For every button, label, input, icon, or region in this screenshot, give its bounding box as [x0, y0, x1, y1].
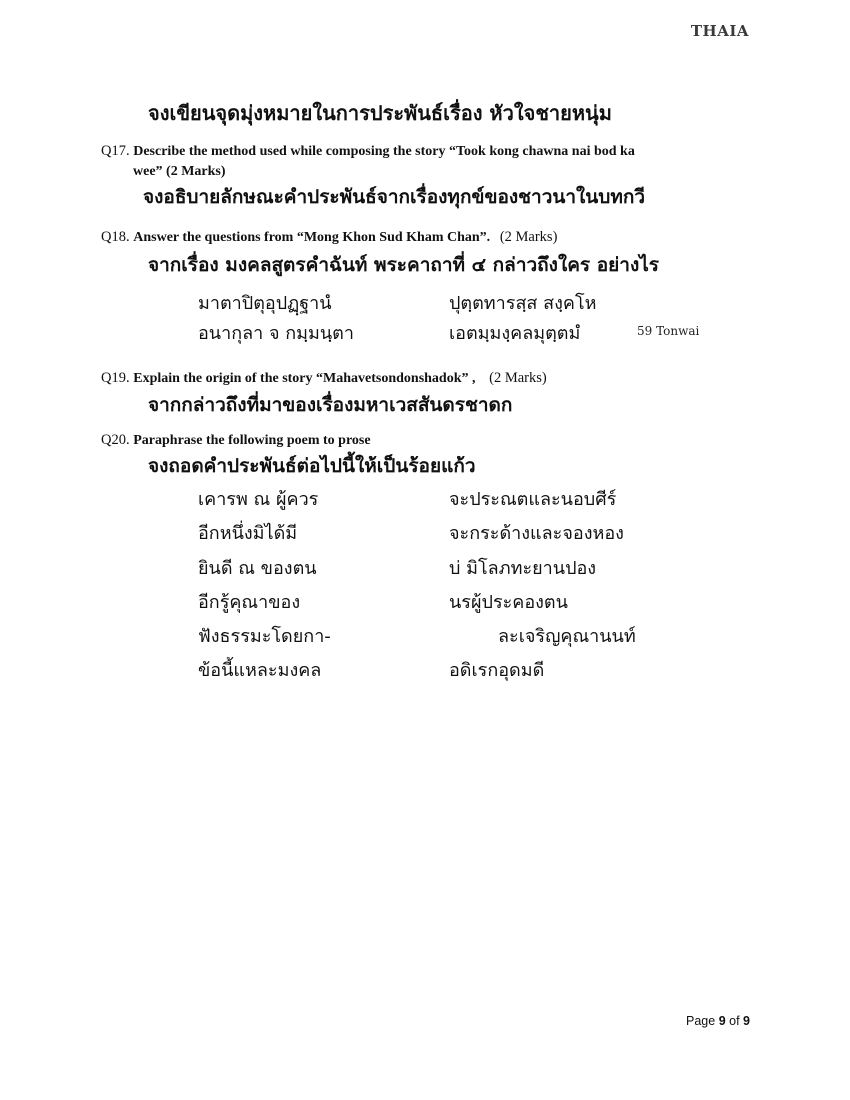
q20-verse-5-left: ฟังธรรมะโดยกา- — [198, 626, 331, 647]
q17-text-line2: wee” (2 Marks) — [133, 164, 226, 179]
page-number-footer — [686, 1014, 750, 1028]
q20-thai: จงถอดคำประพันธ์ต่อไปนี้ให้เป็นร้อยแก้ว — [148, 455, 476, 477]
q20-verse-1-right: จะประณตและนอบศีร์ — [449, 489, 617, 510]
q17-prompt-cont — [133, 163, 226, 180]
q19-marks: (2 Marks) — [489, 370, 547, 386]
q20-verse-4-left: อีกรู้คุณาของ — [198, 592, 301, 613]
q18-verse-2-right: เอตมฺมงฺคลมุตฺตมํ — [449, 323, 581, 344]
q17-thai: จงอธิบายลักษณะคำประพันธ์จากเรื่องทุกข์ของชาวนาในบทกวี — [143, 186, 646, 208]
q20-number: Q20. — [101, 432, 130, 448]
page-current: 9 — [718, 1014, 726, 1028]
intro-thai-instruction: จงเขียนจุดมุ่งหมายในการประพันธ์เรื่อง หัวใจชายหนุ่ม — [148, 101, 612, 125]
q18-thai: จากเรื่อง มงคลสูตรคำฉันท์ พระคาถาที่ ๔ กล่าวถึงใคร อย่างไร — [148, 254, 659, 276]
q19-text: Explain the origin of the story “Mahavetsondonshadok” , — [133, 371, 476, 386]
q18-verse-2-left: อนากุลา จ กมฺมนฺตา — [198, 323, 354, 344]
q19-number: Q19. — [101, 370, 130, 386]
q20-verse-6-left: ข้อนี้แหละมงคล — [198, 660, 322, 681]
page-word: Page — [686, 1014, 716, 1028]
q20-verse-1-left: เคารพ ณ ผู้ควร — [198, 489, 319, 510]
q18-number: Q18. — [101, 229, 130, 245]
q17-prompt — [101, 143, 635, 160]
page-total: 9 — [743, 1014, 750, 1028]
q20-text: Paraphrase the following poem to prose — [133, 433, 371, 448]
q20-verse-2-left: อีกหนึ่งมิได้มี — [198, 523, 298, 544]
q18-text: Answer the questions from “Mong Khon Sud Kham Chan”. — [133, 230, 491, 245]
q19-prompt — [101, 370, 547, 387]
q20-verse-5-right: ละเจริญคุณานนท์ — [498, 626, 636, 647]
q19-thai: จากกล่าวถึงที่มาของเรื่องมหาเวสสันดรชาดก — [148, 394, 513, 416]
q18-prompt — [101, 229, 557, 246]
q17-text-line1: Describe the method used while composing the story “Took kong chawna nai bod ka — [133, 144, 635, 159]
q20-verse-6-right: อดิเรกอุดมดี — [449, 660, 545, 681]
q17-number: Q17. — [101, 143, 130, 159]
of-word: of — [729, 1014, 740, 1028]
q20-verse-4-right: นรผู้ประคองตน — [449, 592, 568, 613]
q18-marks: (2 Marks) — [499, 229, 558, 245]
q20-verse-2-right: จะกระด้างและจองหอง — [449, 523, 624, 544]
q20-prompt — [101, 432, 371, 449]
subject-code-header: THAIA — [690, 22, 749, 40]
q20-verse-3-left: ยินดี ณ ของตน — [198, 558, 317, 579]
q18-verse-1-left: มาตาปิตุอุปฏฺฐานํ — [198, 293, 332, 314]
q18-verse-1-right: ปุตฺตทารสฺส สงฺคโห — [449, 293, 597, 314]
q18-source-note: 59 Tonwai — [637, 324, 700, 338]
q20-verse-3-right: บ่ มิโลภทะยานปอง — [449, 558, 597, 579]
